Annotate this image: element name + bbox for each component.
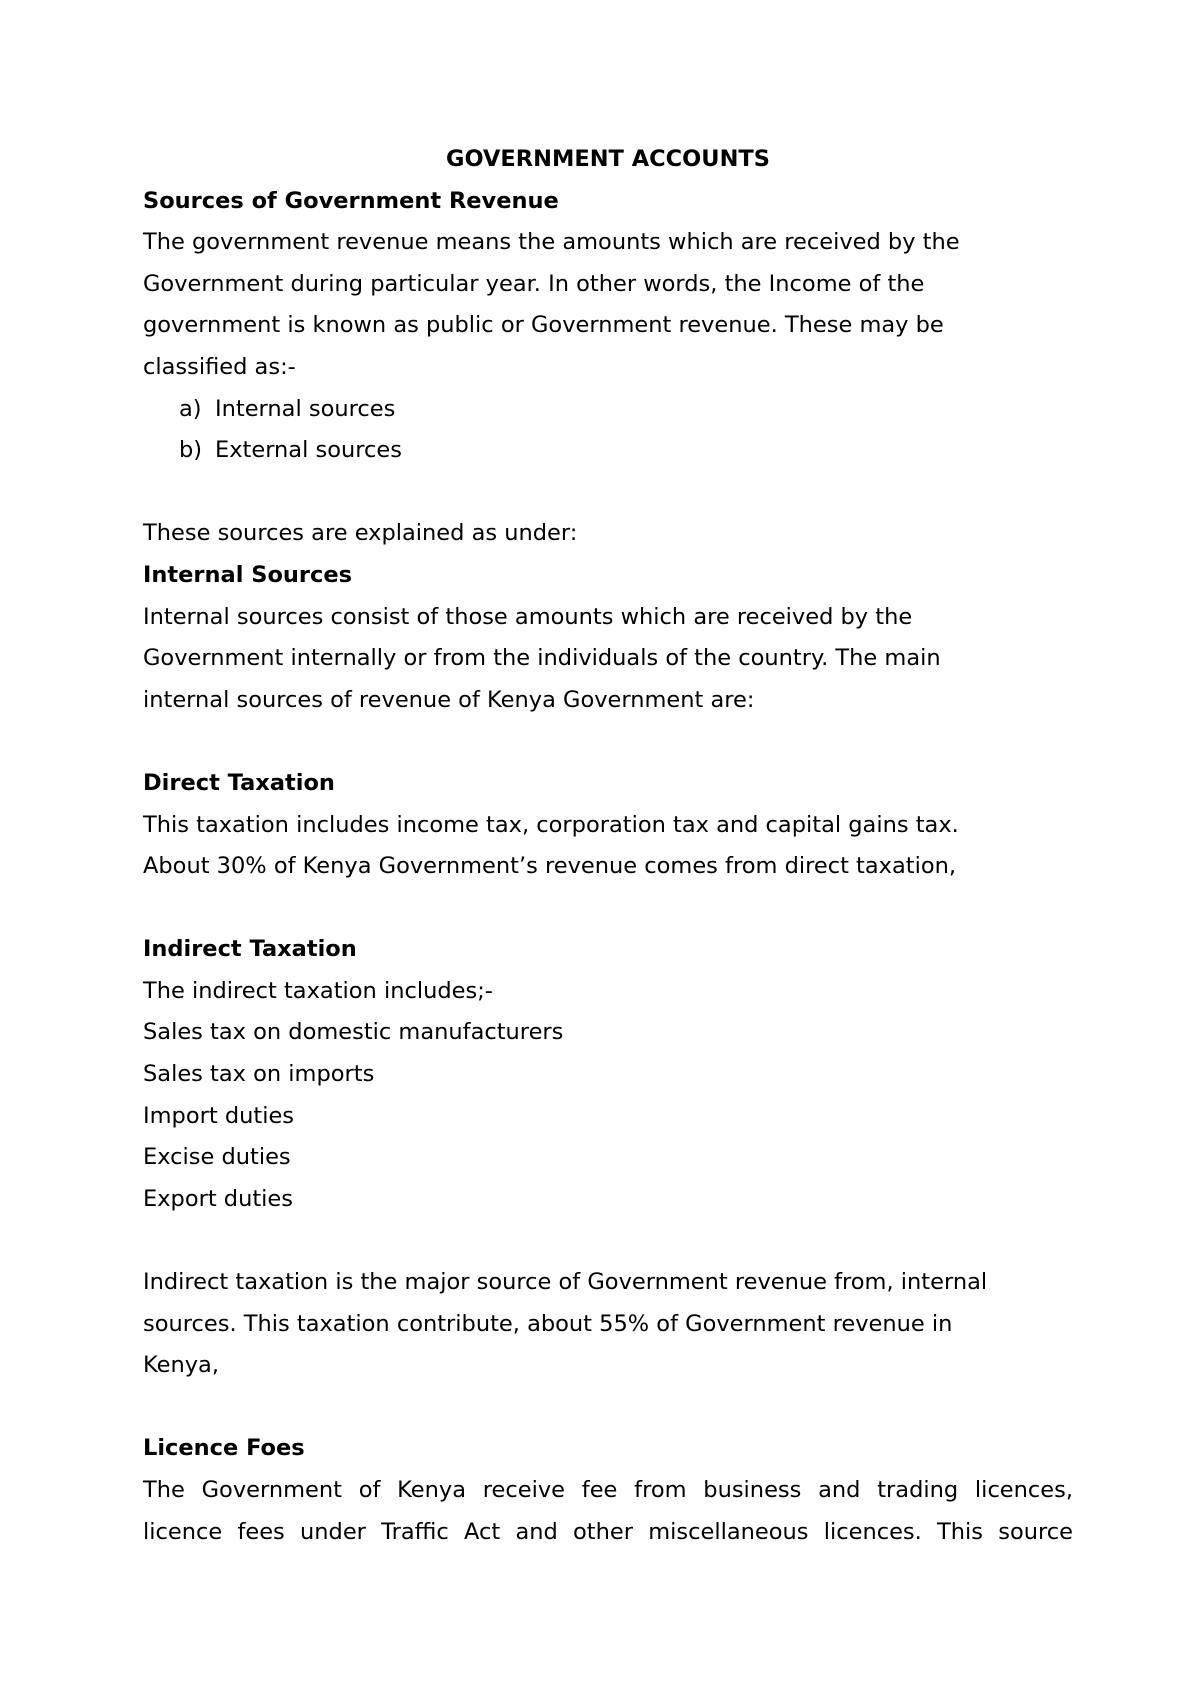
internal-sources-paragraph — [143, 597, 1073, 722]
list-item-text: External sources — [215, 437, 402, 464]
licence-fees-heading: Licence Foes — [143, 1435, 305, 1462]
paragraph-line: Internal sources consist of those amounts which are received by the — [143, 603, 913, 630]
list-item: Import duties — [143, 1102, 295, 1129]
intro-paragraph — [143, 222, 1073, 388]
section-heading-revenue-sources: Sources of Government Revenue — [143, 187, 559, 214]
paragraph-line: Government internally or from the individuals of the country. The main — [143, 645, 941, 672]
explained-line: These sources are explained as under: — [143, 520, 578, 547]
indirect-taxation-heading: Indirect Taxation — [143, 936, 357, 963]
blank-line — [143, 472, 1073, 514]
paragraph-line: About 30% of Kenya Government’s revenue comes from direct taxation, — [143, 853, 957, 880]
paragraph-line: This taxation includes income tax, corporation tax and capital gains tax. — [143, 811, 959, 838]
list-marker: b) — [179, 437, 203, 464]
paragraph-line: The Government of Kenya receive fee from business and trading licences, — [143, 1477, 1073, 1503]
indirect-taxation-intro: The indirect taxation includes;- — [143, 977, 493, 1004]
paragraph-line: Indirect taxation is the major source of Government revenue from, internal — [143, 1269, 988, 1296]
paragraph-line: government is known as public or Government revenue. These may be — [143, 312, 944, 339]
classification-list — [143, 389, 1073, 472]
indirect-taxation-summary — [143, 1262, 1073, 1387]
list-item — [143, 430, 1073, 472]
internal-sources-heading: Internal Sources — [143, 561, 353, 588]
licence-fees-paragraph — [143, 1470, 1073, 1553]
list-item: Export duties — [143, 1185, 293, 1212]
paragraph-line: Government during particular year. In other words, the Income of the — [143, 270, 925, 297]
blank-line — [143, 721, 1073, 763]
document-title: GOVERNMENT ACCOUNTS — [446, 146, 770, 172]
paragraph-line: internal sources of revenue of Kenya Government are: — [143, 686, 755, 713]
paragraph-line: licence fees under Traffic Act and other miscellaneous licences. This source — [143, 1518, 1073, 1545]
blank-line — [143, 1387, 1073, 1429]
paragraph-line: The government revenue means the amounts which are received by the — [143, 229, 960, 256]
paragraph-line: Kenya, — [143, 1352, 219, 1379]
list-item-text: Internal sources — [215, 395, 396, 422]
blank-line — [143, 888, 1073, 930]
direct-taxation-paragraph — [143, 805, 1073, 888]
document-page — [143, 139, 1073, 1553]
paragraph-line: sources. This taxation contribute, about 55% of Government revenue in — [143, 1310, 953, 1337]
blank-line — [143, 1220, 1073, 1262]
paragraph-line: classified as:- — [143, 353, 296, 380]
list-marker: a) — [179, 395, 202, 422]
list-item: Sales tax on imports — [143, 1061, 375, 1088]
indirect-taxation-items — [143, 1012, 1073, 1220]
direct-taxation-heading: Direct Taxation — [143, 769, 335, 796]
list-item: Excise duties — [143, 1144, 291, 1171]
list-item: Sales tax on domestic manufacturers — [143, 1019, 564, 1046]
list-item — [143, 389, 1073, 431]
